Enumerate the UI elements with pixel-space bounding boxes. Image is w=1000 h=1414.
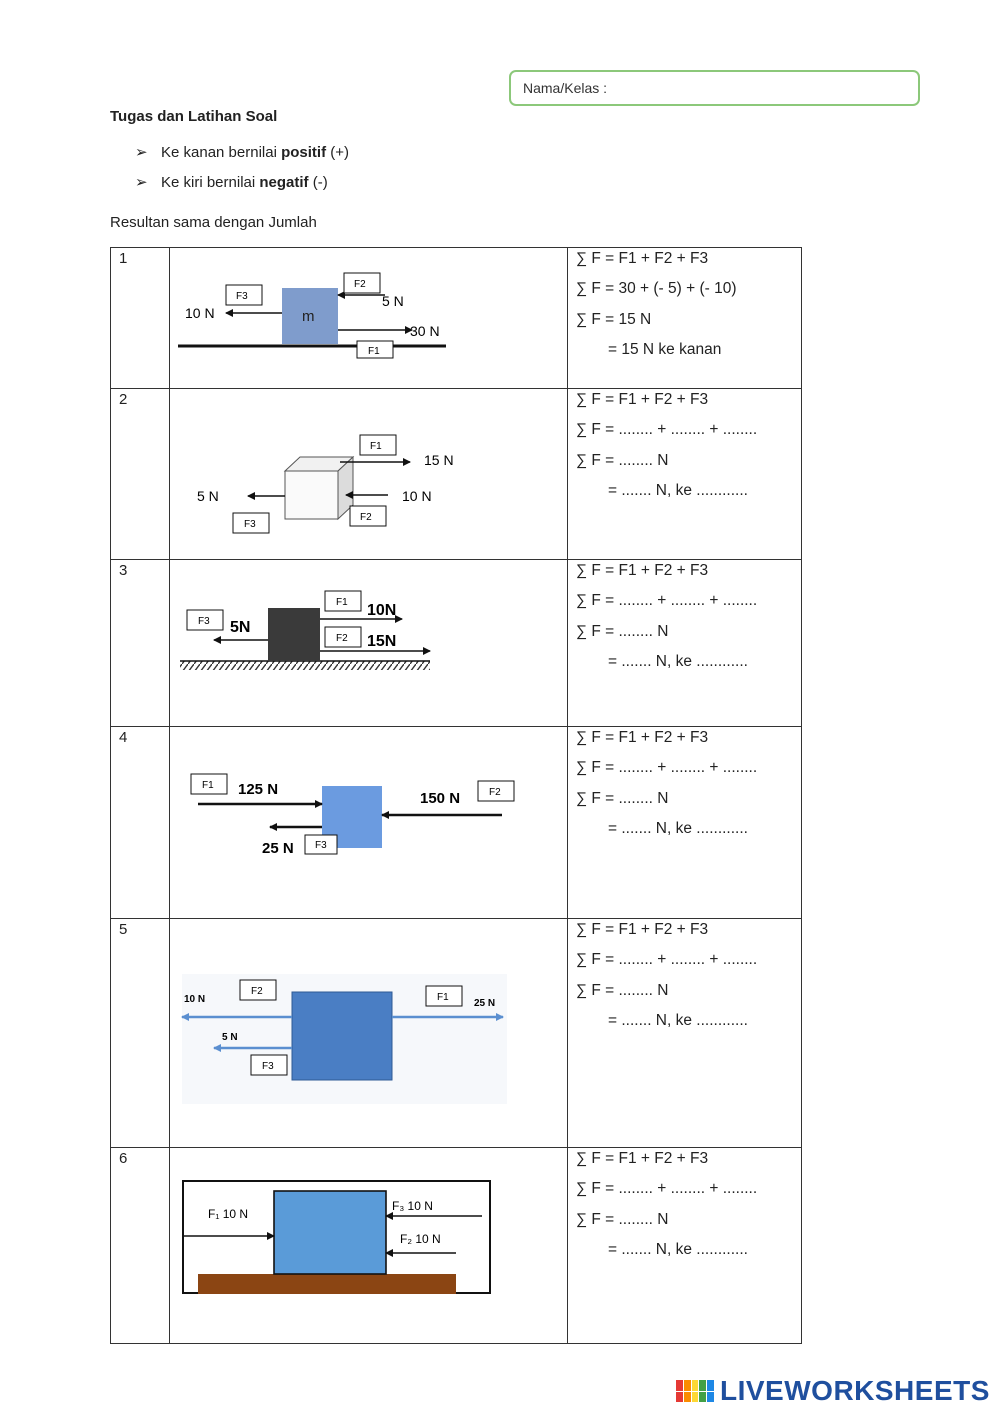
problem-row [111, 919, 802, 1148]
force-value-top: 5 N [382, 293, 404, 309]
force-diagram-svg [170, 919, 567, 1142]
force-value: 15N [367, 633, 397, 650]
dark-block [268, 608, 320, 661]
problem-row [111, 560, 802, 727]
problem-number: 1 [111, 248, 170, 389]
answer-line: = ....... N, ke ............ [608, 481, 748, 499]
force-label: F₁ 10 N [208, 1207, 249, 1221]
answer-line: ∑ F = F1 + F2 + F3 [576, 250, 709, 267]
answer-cell [568, 919, 802, 1148]
answer-line: = ....... N, ke ............ [608, 819, 748, 837]
brand-name: LIVEWORKSHEETS [720, 1375, 990, 1406]
force-diagram [170, 248, 568, 389]
problem-number: 5 [111, 919, 170, 1148]
force-diagram-svg [170, 389, 567, 554]
answer-line: ∑ F = ........ + ........ + ........ [576, 759, 758, 777]
name-class-field[interactable] [509, 70, 920, 106]
worksheet-title: Tugas dan Latihan Soal [110, 108, 278, 125]
force-diagram [170, 1148, 568, 1344]
force-diagram-svg [170, 1148, 567, 1338]
rule-right-positive: ➢ Ke kanan bernilai positif (+) [135, 144, 350, 161]
force-diagram [170, 389, 568, 560]
problem-number: 2 [111, 389, 170, 560]
problem-row [111, 389, 802, 560]
answer-line: ∑ F = 30 + (- 5) + (- 10) [576, 280, 737, 298]
blue-block [292, 992, 392, 1080]
answer-cell [568, 1148, 802, 1344]
force-value-right: 30 N [410, 323, 440, 339]
answer-cell [568, 248, 802, 389]
force-value: 5N [230, 619, 251, 636]
logo-tile [676, 1392, 683, 1403]
force-label: F₂ 10 N [400, 1232, 441, 1246]
force-value: 10N [367, 602, 397, 619]
logo-tile [676, 1380, 683, 1391]
force-value: 125 N [238, 781, 279, 798]
logo-tile [707, 1380, 714, 1391]
problems-table [110, 247, 802, 1344]
answer-cell [568, 389, 802, 560]
logo-tile [684, 1392, 691, 1403]
answer-line: = 15 N ke kanan [608, 340, 722, 358]
answer-line: ∑ F = F1 + F2 + F3 [576, 921, 709, 938]
svg-text:F1: F1 [202, 780, 214, 791]
logo-tile [692, 1380, 699, 1391]
answer-line: = ....... N, ke ............ [608, 1011, 748, 1029]
answer-line: = ....... N, ke ............ [608, 652, 748, 670]
answer-line: ∑ F = F1 + F2 + F3 [576, 729, 709, 746]
force-diagram-svg [170, 727, 567, 913]
svg-text:F2: F2 [489, 787, 501, 798]
problem-row [111, 727, 802, 919]
logo-icon [676, 1380, 714, 1402]
logo-tile [707, 1392, 714, 1403]
section-subtitle: Resultan sama dengan Jumlah [110, 214, 317, 231]
force-diagram-svg [170, 248, 567, 383]
answer-line: ∑ F = ........ N [576, 451, 669, 469]
force-diagram-svg [170, 560, 567, 721]
answer-line: ∑ F = ........ N [576, 622, 669, 640]
force-value: 10 N [184, 994, 206, 1005]
answer-line: ∑ F = ........ + ........ + ........ [576, 592, 758, 610]
svg-text:F3: F3 [244, 519, 256, 530]
name-class-label: Nama/Kelas : [523, 80, 608, 96]
svg-text:F2: F2 [360, 512, 372, 523]
bullet-arrow-icon: ➢ [135, 144, 148, 161]
mass-label: m [302, 308, 315, 325]
force-diagram [170, 919, 568, 1148]
problem-number: 3 [111, 560, 170, 727]
brown-floor [198, 1274, 456, 1294]
force-label: F₃ 10 N [392, 1199, 433, 1213]
force-value: 150 N [420, 790, 461, 807]
svg-text:F3: F3 [236, 291, 248, 302]
force-value: 10 N [402, 488, 432, 504]
cube-front [285, 471, 338, 519]
svg-text:F1: F1 [437, 992, 449, 1003]
svg-text:F1: F1 [370, 441, 382, 452]
svg-text:F2: F2 [354, 279, 366, 290]
answer-line: ∑ F = F1 + F2 + F3 [576, 1150, 709, 1167]
svg-text:F2: F2 [336, 633, 348, 644]
svg-text:F3: F3 [262, 1061, 274, 1072]
blue-block [274, 1191, 386, 1274]
answer-line: ∑ F = F1 + F2 + F3 [576, 562, 709, 579]
answer-line: = ....... N, ke ............ [608, 1240, 748, 1258]
logo-tile [699, 1392, 706, 1403]
problem-row [111, 1148, 802, 1344]
answer-line: ∑ F = 15 N [576, 310, 652, 328]
logo-tile [692, 1392, 699, 1403]
liveworksheets-logo [676, 1376, 990, 1406]
svg-text:F3: F3 [198, 616, 210, 627]
problem-number: 4 [111, 727, 170, 919]
answer-line: ∑ F = ........ N [576, 789, 669, 807]
answer-line: ∑ F = ........ N [576, 1210, 669, 1228]
answer-line: ∑ F = ........ + ........ + ........ [576, 951, 758, 969]
answer-line: ∑ F = F1 + F2 + F3 [576, 391, 709, 408]
bullet-arrow-icon: ➢ [135, 174, 148, 191]
svg-text:F1: F1 [368, 346, 380, 357]
force-value: 25 N [262, 840, 294, 857]
force-value-left: 10 N [185, 305, 215, 321]
force-value: 15 N [424, 452, 454, 468]
answer-line: ∑ F = ........ + ........ + ........ [576, 1180, 758, 1198]
logo-tile [684, 1380, 691, 1391]
answer-cell [568, 560, 802, 727]
svg-text:F1: F1 [336, 597, 348, 608]
svg-text:F3: F3 [315, 840, 327, 851]
force-value: 25 N [474, 998, 496, 1009]
force-value: 5 N [222, 1032, 238, 1043]
rule-left-negative: ➢ Ke kiri bernilai negatif (-) [135, 174, 328, 191]
problem-number: 6 [111, 1148, 170, 1344]
force-diagram [170, 560, 568, 727]
force-value: 5 N [197, 488, 219, 504]
answer-line: ∑ F = ........ N [576, 981, 669, 999]
problem-row [111, 248, 802, 389]
hatched-ground [180, 661, 430, 670]
answer-line: ∑ F = ........ + ........ + ........ [576, 421, 758, 439]
answer-cell [568, 727, 802, 919]
force-diagram [170, 727, 568, 919]
svg-text:F2: F2 [251, 986, 263, 997]
logo-tile [699, 1380, 706, 1391]
